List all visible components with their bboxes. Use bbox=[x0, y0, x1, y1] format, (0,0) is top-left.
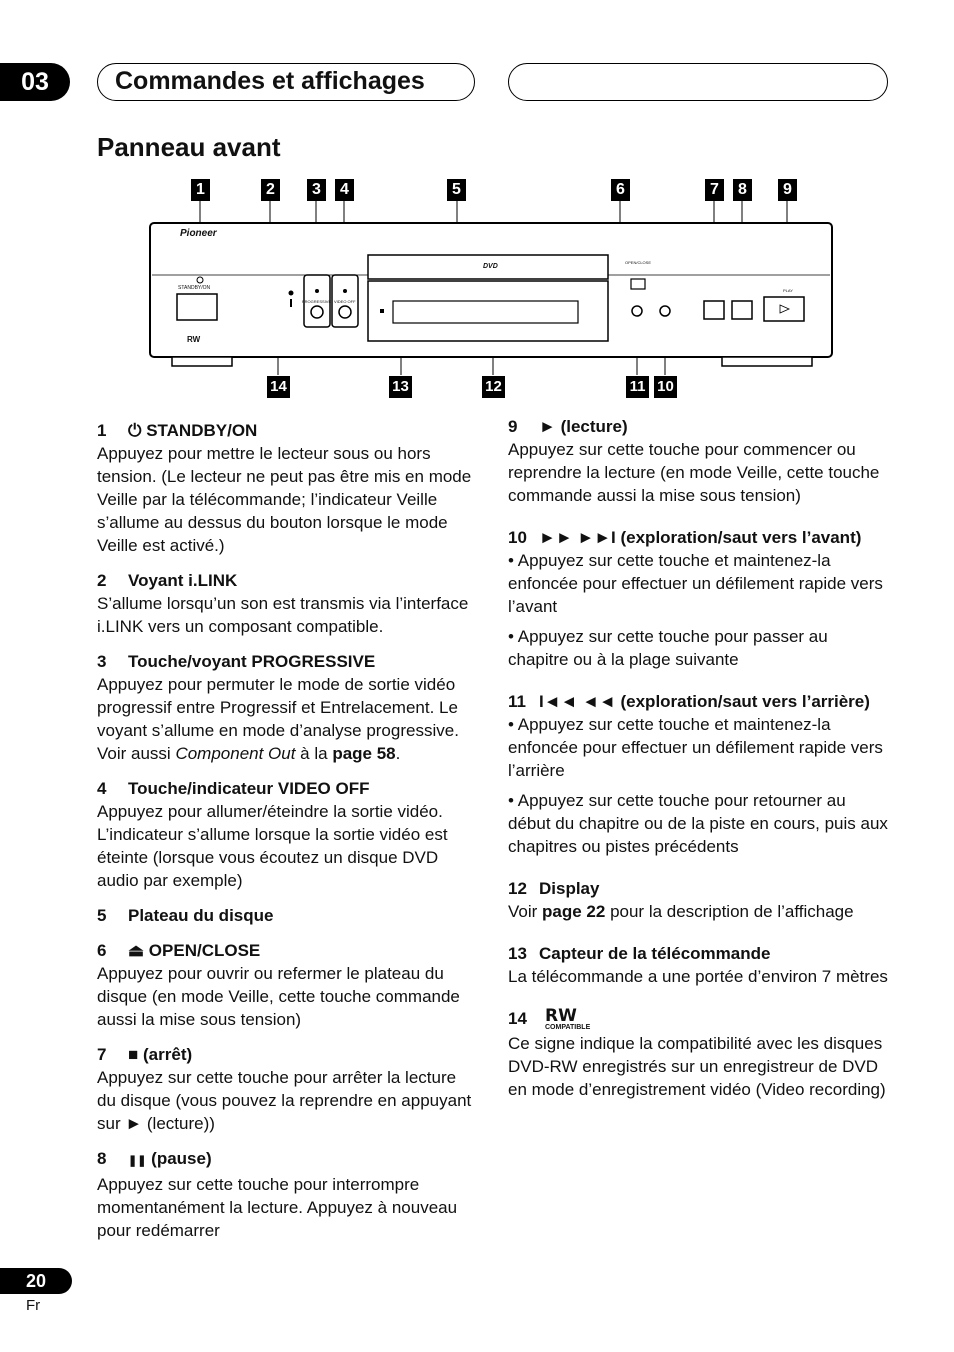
front-panel-diagram bbox=[0, 175, 954, 405]
list-item: 8 ❚❚ (pause) Appuyez sur cette touche pour interrompre momentanément la lecture. Appuyez à nouveau pour redémarrer bbox=[97, 1149, 458, 1240]
callout-2: 2 bbox=[261, 179, 280, 201]
callout-4: 4 bbox=[335, 179, 354, 201]
pause-icon: ❚❚ bbox=[128, 1155, 147, 1167]
stop-icon: ■ bbox=[128, 1045, 139, 1064]
player-drawing bbox=[0, 175, 954, 405]
language-code: Fr bbox=[26, 1297, 41, 1314]
callout-7: 7 bbox=[705, 179, 724, 201]
open-close-label: OPEN/CLOSE bbox=[625, 260, 652, 265]
rw-panel-logo: RW bbox=[187, 335, 201, 344]
list-item: 3 Touche/voyant PROGRESSIVE Appuyez pour permuter le mode de sortie vidéo progressif entre Progressif et Entrelacement. Le voyant s’allume en mode d’analyse progressive. Voir aussi Component Out à la page 58. bbox=[97, 652, 459, 763]
callout-11: 11 bbox=[626, 376, 649, 398]
callout-9: 9 bbox=[778, 179, 797, 201]
play-icon: ► bbox=[539, 417, 556, 436]
list-item: 13 Capteur de la télécommande La télécommande a une portée d’environ 7 mètres bbox=[508, 944, 888, 986]
callout-13: 13 bbox=[389, 376, 412, 398]
callout-6: 6 bbox=[611, 179, 630, 201]
list-item: 5 Plateau du disque bbox=[97, 906, 274, 925]
callout-1: 1 bbox=[191, 179, 210, 201]
page-number: 20 bbox=[0, 1268, 72, 1294]
list-item: 10 ►► ►►I (exploration/saut vers l’avant) • Appuyez sur cette touche et maintenez-la enfoncée pour effectuer un défilement rapide vers l’avant • Appuyez sur cette touche pour passer au chapitre ou à la plage suivante bbox=[508, 528, 883, 669]
section-title: Panneau avant bbox=[97, 132, 281, 162]
left-column bbox=[97, 419, 477, 1254]
video-off-label: VIDEO OFF bbox=[334, 299, 356, 304]
progressive-label: PROGRESSIVE bbox=[302, 299, 332, 304]
list-item: 11 I◄◄ ◄◄ (exploration/saut vers l’arrière) • Appuyez sur cette touche et maintenez-la enfoncée pour effectuer un défilement rapide vers l’arrière • Appuyez sur cette touche pour retourner au début du chapitre ou de la piste en cours, puis aux chapitres ou pistes précédents bbox=[508, 692, 888, 856]
callout-14: 14 bbox=[267, 376, 290, 398]
rw-compatible-logo: RW COMPATIBLE bbox=[545, 1005, 591, 1031]
callout-8: 8 bbox=[733, 179, 752, 201]
list-item: 7 ■ (arrêt) Appuyez sur cette touche pour arrêter la lecture du disque (vous pouvez la reprendre en appuyant sur ► (lecture)) bbox=[97, 1045, 472, 1133]
play-label: PLAY bbox=[783, 288, 793, 293]
list-item: 2 Voyant i.LINK S’allume lorsqu’un son est transmis via l’interface i.LINK vers un composant compatible. bbox=[97, 571, 469, 636]
list-item: 1 ⏻ STANDBY/ON Appuyez pour mettre le lecteur sous ou hors tension. (Le lecteur ne peut pas être mis en mode Veille par la télécommande; l’indicateur Veille s’allume au dessus du bouton lorsque le mode Veille est activé.) bbox=[97, 421, 472, 555]
list-item: 4 Touche/indicateur VIDEO OFF Appuyez pour allumer/éteindre la sortie vidéo. L’indicateur s’allume lorsque la sortie vidéo est éteinte (lorsque vous écoutez un disque DVD audio par exemple) bbox=[97, 779, 448, 890]
list-item: 6 ⏏ OPEN/CLOSE Appuyez pour ouvrir ou refermer le plateau du disque (en mode Veille, cette touche commande aussi la mise sous tension) bbox=[97, 941, 460, 1029]
chapter-number-badge: 03 bbox=[0, 63, 70, 101]
callout-12: 12 bbox=[482, 376, 505, 398]
list-item: 14 RW COMPATIBLE Ce signe indique la compatibilité avec les disques DVD-RW enregistrés sur un enregistreur de DVD en mode d’enregistrement vidéo (Video recording) bbox=[508, 1005, 886, 1099]
header-empty-pill bbox=[508, 63, 888, 101]
list-item: 12 Display Voir page 22 pour la description de l’affichage bbox=[508, 879, 854, 921]
callout-5: 5 bbox=[447, 179, 466, 201]
brand-logo: Pioneer bbox=[180, 228, 217, 239]
chapter-title: Commandes et affichages bbox=[97, 63, 475, 101]
callout-10: 10 bbox=[654, 376, 677, 398]
reverse-skip-icon: I◄◄ ◄◄ bbox=[539, 692, 616, 711]
dvd-logo: DVD bbox=[483, 263, 498, 270]
forward-skip-icon: ►► ►►I bbox=[539, 528, 616, 547]
callout-3: 3 bbox=[307, 179, 326, 201]
power-icon: ⏻ bbox=[128, 421, 142, 440]
list-item: 9 ► (lecture) Appuyez sur cette touche pour commencer ou reprendre la lecture (en mode Veille, cette touche commande aussi la mise sous tension) bbox=[508, 417, 880, 505]
eject-icon: ⏏ bbox=[128, 941, 145, 960]
standby-label: STANDBY/ON bbox=[178, 285, 211, 291]
right-column bbox=[508, 415, 892, 1113]
